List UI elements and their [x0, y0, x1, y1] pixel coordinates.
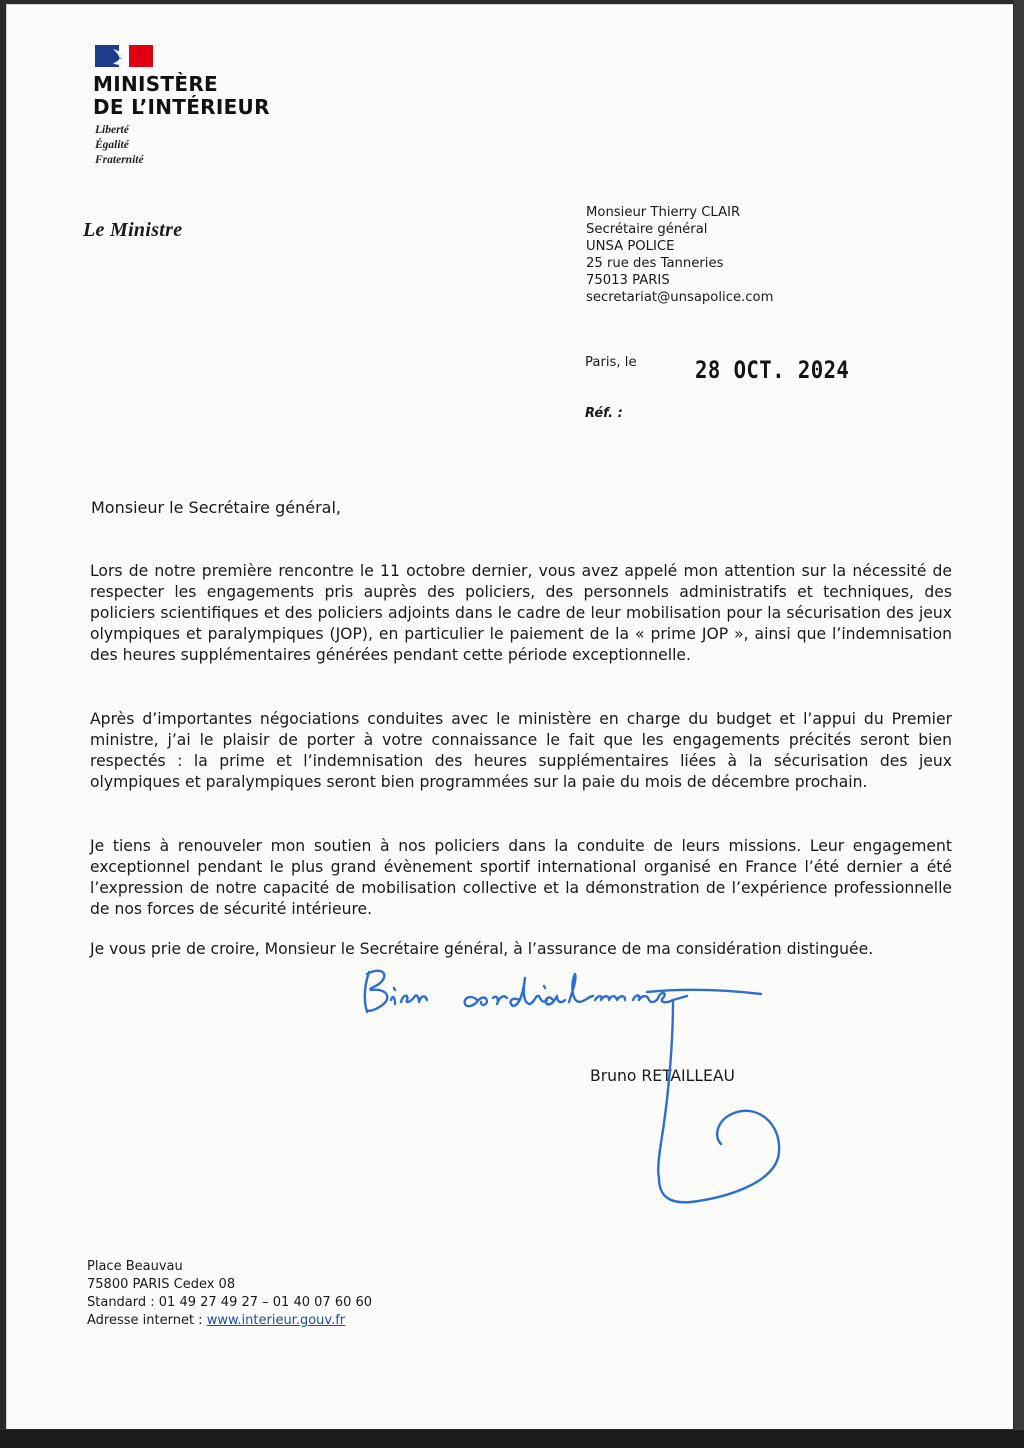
- motto-egalite: Égalité: [95, 139, 129, 151]
- footer-phone: Standard : 01 49 27 49 27 – 01 40 07 60 60: [87, 1295, 373, 1310]
- date-stamp: 28 OCT. 2024: [695, 356, 850, 384]
- body-paragraph-1: Lors de notre première rencontre le 11 octobre dernier, vous avez appelé mon attention sur la nécessité de respecter les engagements pris auprès des policiers, des personnels administratifs et techniques, des policiers scientifiques et des policiers adjoints dans le cadre de leur mobilisation pour la sécurisation des jeux olympiques et paralympiques (JOP), en particulier le paiement de la « prime JOP », ainsi que l’indemnisation des heures supplémentaires générées pendant cette période exceptionnelle.: [90, 562, 952, 664]
- footer-contact: [87, 1258, 372, 1330]
- handwritten-signature: [347, 960, 807, 1210]
- scan-edge-right: [1014, 0, 1024, 1430]
- recipient-role: Secrétaire général: [586, 222, 708, 237]
- date-place-label: Paris, le: [585, 355, 637, 370]
- recipient-city: 75013 PARIS: [586, 273, 670, 288]
- website-link[interactable]: www.interieur.gouv.fr: [206, 1313, 346, 1328]
- footer-address-line2: 75800 PARIS Cedex 08: [87, 1277, 236, 1292]
- recipient-name: Monsieur Thierry CLAIR: [586, 205, 741, 220]
- ministry-name-line1: MINISTÈRE: [93, 72, 218, 96]
- footer-website: [87, 1312, 372, 1330]
- footer-website-label: Adresse internet :: [87, 1313, 207, 1328]
- closing-formula: Je vous prie de croire, Monsieur le Secrétaire général, à l’assurance de ma considération distinguée.: [90, 940, 874, 958]
- salutation: Monsieur le Secrétaire général,: [91, 498, 341, 517]
- letter-page: [6, 4, 1013, 1429]
- marianne-flag-icon: [95, 45, 153, 67]
- ministry-name: [93, 73, 270, 119]
- motto-liberte: Liberté: [95, 124, 129, 136]
- body-paragraph-3: Je tiens à renouveler mon soutien à nos policiers dans la conduite de leurs missions. Leur engagement exceptionnel pendant le plus grand évènement sportif international organisé en France l’été dernier a été l’expression de notre capacité de mobilisation collective et la démonstration de l’expérience professionnelle de nos forces de sécurité intérieure.: [90, 837, 952, 918]
- recipient-address: [586, 204, 773, 306]
- recipient-email: secretariat@unsapolice.com: [586, 290, 774, 305]
- recipient-street: 25 rue des Tanneries: [586, 256, 724, 271]
- ministry-name-line2: DE L’INTÉRIEUR: [93, 95, 270, 119]
- motto-fraternite: Fraternité: [95, 154, 144, 166]
- signer-name: Bruno RETAILLEAU: [590, 1067, 735, 1085]
- footer-address-line1: Place Beauvau: [87, 1259, 183, 1274]
- scan-edge-bottom: [0, 1430, 1024, 1448]
- reference-label: Réf. :: [585, 406, 623, 421]
- recipient-organization: UNSA POLICE: [586, 239, 675, 254]
- signatory-title: Le Ministre: [83, 219, 183, 241]
- body-paragraph-2: Après d’importantes négociations conduites avec le ministère en charge du budget et l’appui du Premier ministre, j’ai le plaisir de porter à votre connaissance le fait que les engagements précités seront bien respectés : la prime et l’indemnisation des heures supplémentaires liées à la sécurisation des jeux olympiques et paralympiques seront bien programmées sur la paie du mois de décembre prochain.: [90, 710, 952, 791]
- motto: [95, 123, 144, 168]
